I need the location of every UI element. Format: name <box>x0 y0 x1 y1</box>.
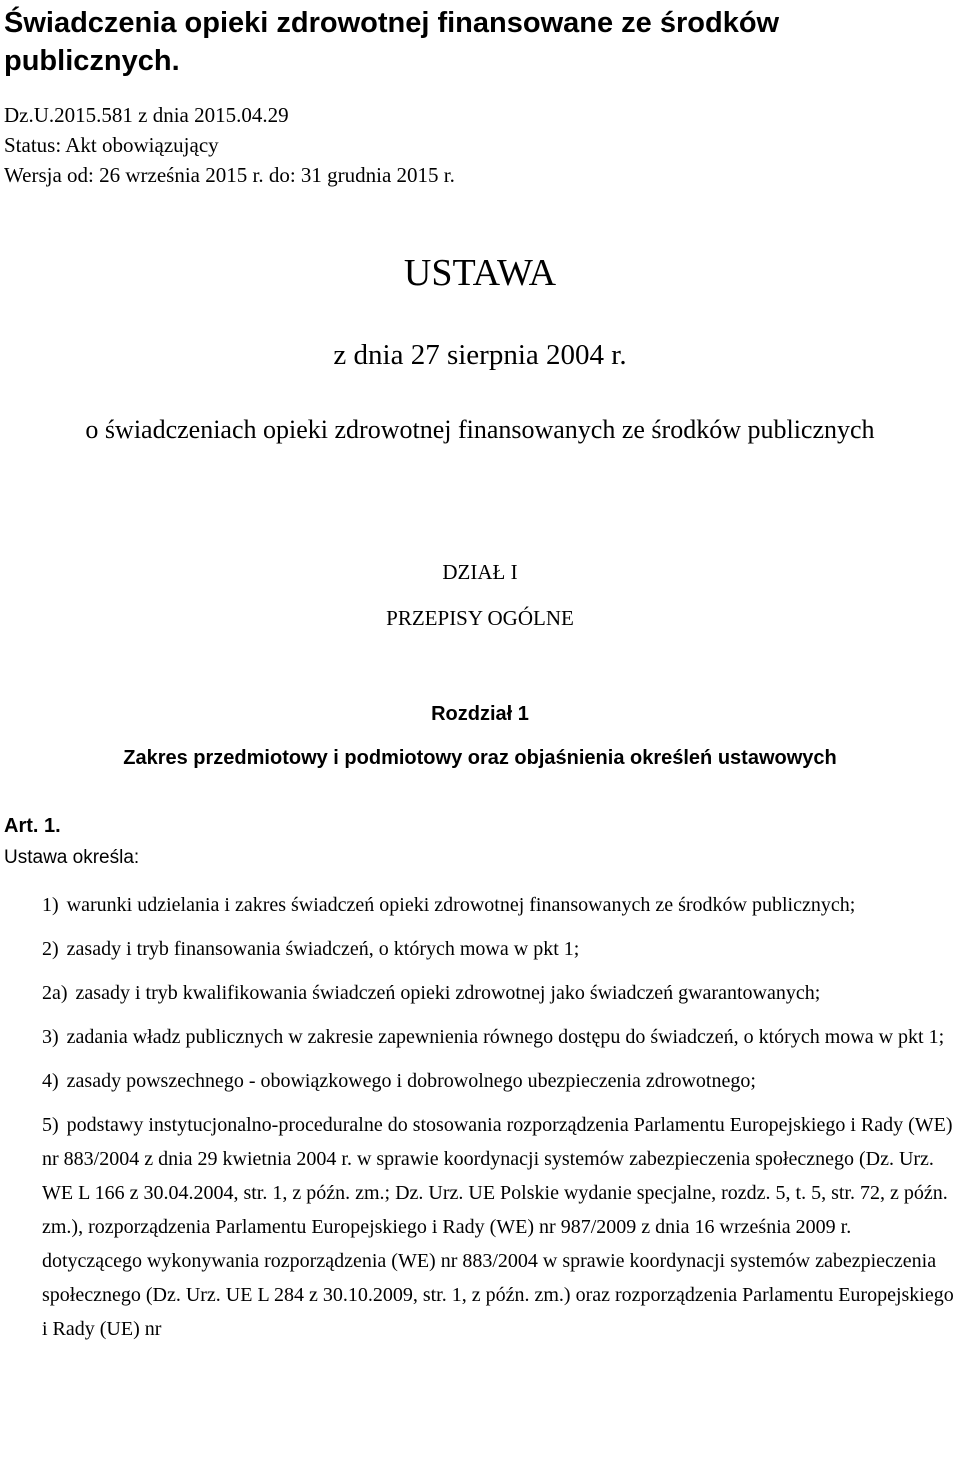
article-label: Art. 1. <box>4 815 61 837</box>
point-text: zasady i tryb finansowania świadczeń, o których mowa w pkt 1; <box>66 938 580 960</box>
article-intro: Ustawa określa: <box>4 847 140 868</box>
list-item <box>42 1020 956 1054</box>
list-item <box>42 1064 956 1098</box>
document-header <box>4 4 944 80</box>
division-title: PRZEPISY OGÓLNE <box>386 606 574 630</box>
point-text: zasady powszechnego - obowiązkowego i dobrowolnego ubezpieczenia zdrowotnego; <box>66 1070 756 1092</box>
list-item <box>42 1108 956 1346</box>
document-title: Świadczenia opieki zdrowotnej finansowane ze środków publicznych. <box>4 7 780 77</box>
point-number: 5) <box>42 1114 59 1136</box>
chapter-label: Rozdział 1 <box>431 703 529 725</box>
act-subject: o świadczeniach opieki zdrowotnej finansowanych ze środków publicznych <box>85 415 875 444</box>
list-item <box>42 888 956 922</box>
point-text: zadania władz publicznych w zakresie zapewnienia równego dostępu do świadczeń, o których mowa w pkt 1; <box>66 1026 945 1048</box>
version-line: Wersja od: 26 września 2015 r. do: 31 grudnia 2015 r. <box>4 163 455 187</box>
point-number: 2a) <box>42 982 68 1004</box>
chapter-title: Zakres przedmiotowy i podmiotowy oraz objaśnienia określeń ustawowych <box>123 747 837 769</box>
act-heading: USTAWA <box>403 252 557 294</box>
division-label: DZIAŁ I <box>442 560 518 584</box>
point-text: podstawy instytucjonalno-proceduralne do stosowania rozporządzenia Parlamentu Europejskiego i Rady (WE) nr 883/2004 z dnia 29 kwietnia 2004 r. w sprawie koordynacji systemów zabezpieczenia społecznego (Dz. Urz. WE L 166 z 30.04.2004, str. 1, z późn. zm.; Dz. Urz. UE Polskie wydanie specjalne, rozdz. 5, t. 5, str. 72, z późn. zm.), rozporządzenia Parlamentu Europejskiego i Rady (WE) nr 987/2009 z dnia 16 września 2009 r. dotyczącego wykonywania rozporządzenia (WE) nr 883/2004 w sprawie koordynacji systemów zabezpieczenia społecznego (Dz. Urz. UE L 284 z 30.10.2009, str. 1, z późn. zm.) oraz rozporządzenia Parlamentu Europejskiego i Rady (UE) nr <box>42 1114 954 1340</box>
point-number: 1) <box>42 894 59 916</box>
point-number: 3) <box>42 1026 59 1048</box>
list-item <box>42 976 956 1010</box>
journal-reference: Dz.U.2015.581 z dnia 2015.04.29 <box>4 103 289 127</box>
point-number: 4) <box>42 1070 59 1092</box>
status-line: Status: Akt obowiązujący <box>4 133 219 157</box>
point-number: 2) <box>42 938 59 960</box>
document-metadata <box>4 100 455 190</box>
point-text: warunki udzielania i zakres świadczeń opieki zdrowotnej finansowanych ze środków publicznych; <box>66 894 856 916</box>
act-date: z dnia 27 sierpnia 2004 r. <box>333 339 627 371</box>
article-points-list <box>42 888 956 1356</box>
list-item <box>42 932 956 966</box>
point-text: zasady i tryb kwalifikowania świadczeń opieki zdrowotnej jako świadczeń gwarantowanych; <box>75 982 821 1004</box>
